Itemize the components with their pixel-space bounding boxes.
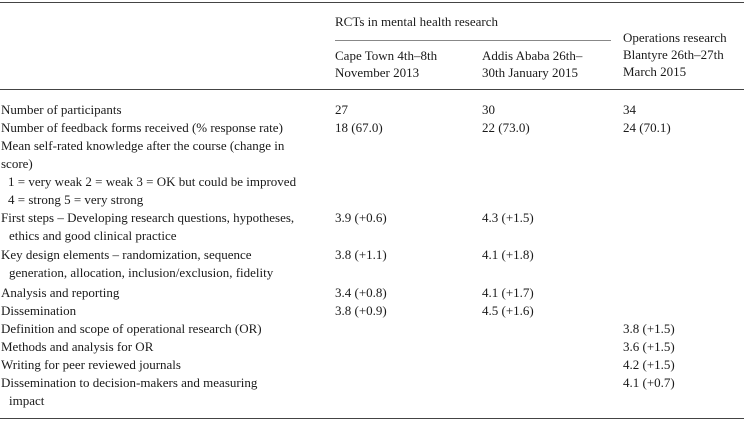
cell-key-design-cape-town: 3.8 (+1.1) bbox=[335, 247, 387, 262]
header-cape-town-line1: Cape Town 4th–8th bbox=[335, 48, 438, 63]
cell-dissemination-cape-town: 3.8 (+0.9) bbox=[335, 303, 387, 318]
row-label-first-steps bbox=[1, 209, 331, 244]
row-label-key-design bbox=[1, 246, 331, 281]
scale-legend-line1: 1 = very weak 2 = weak 3 = OK but could be improved bbox=[8, 174, 297, 189]
header-addis-line1: Addis Ababa 26th– bbox=[482, 48, 583, 63]
top-rule bbox=[0, 2, 744, 3]
row-label-definition-scope: Definition and scope of operational research (OR) bbox=[1, 321, 262, 336]
header-rct-group: RCTs in mental health research bbox=[335, 14, 498, 29]
mean-knowledge-line2: score) bbox=[1, 155, 33, 171]
cell-participants-operations: 34 bbox=[623, 102, 636, 117]
row-label-writing-journals: Writing for peer reviewed journals bbox=[1, 357, 181, 372]
row-label-dissemination: Dissemination bbox=[1, 303, 77, 318]
header-addis-ababa bbox=[482, 47, 582, 81]
cell-analysis-addis: 4.1 (+1.7) bbox=[482, 285, 534, 300]
cell-definition-operations: 3.8 (+1.5) bbox=[623, 321, 675, 336]
header-operations-research bbox=[623, 29, 727, 80]
row-label-analysis-reporting: Analysis and reporting bbox=[1, 285, 120, 300]
cell-dissemination-dm-operations: 4.1 (+0.7) bbox=[623, 375, 675, 390]
header-cape-town-line2: November 2013 bbox=[335, 65, 420, 80]
cell-feedback-addis: 22 (73.0) bbox=[482, 120, 530, 135]
key-design-line1: Key design elements – randomization, sequence bbox=[1, 247, 252, 262]
cell-feedback-operations: 24 (70.1) bbox=[623, 120, 671, 135]
rct-group-rule bbox=[335, 40, 611, 41]
dissemination-dm-line2: impact bbox=[9, 392, 45, 408]
row-label-mean-knowledge bbox=[1, 137, 331, 172]
header-rule bbox=[0, 89, 744, 90]
cell-participants-cape-town: 27 bbox=[335, 102, 348, 117]
bottom-rule bbox=[0, 418, 744, 419]
row-label-scale-legend bbox=[8, 173, 338, 208]
header-addis-line2: 30th January 2015 bbox=[482, 65, 579, 80]
mean-knowledge-line1: Mean self-rated knowledge after the course (change in bbox=[1, 138, 285, 153]
dissemination-dm-line1: Dissemination to decision-makers and measuring bbox=[1, 375, 258, 390]
row-label-dissemination-decision-makers bbox=[1, 374, 331, 409]
header-operations-line2: Blantyre 26th–27th bbox=[623, 47, 724, 62]
cell-first-steps-addis: 4.3 (+1.5) bbox=[482, 210, 534, 225]
cell-methods-operations: 3.6 (+1.5) bbox=[623, 339, 675, 354]
row-label-methods-analysis: Methods and analysis for OR bbox=[1, 339, 154, 354]
row-label-participants: Number of participants bbox=[1, 102, 122, 117]
header-cape-town bbox=[335, 47, 437, 81]
cell-first-steps-cape-town: 3.9 (+0.6) bbox=[335, 210, 387, 225]
cell-writing-operations: 4.2 (+1.5) bbox=[623, 357, 675, 372]
cell-key-design-addis: 4.1 (+1.8) bbox=[482, 247, 534, 262]
first-steps-line2: ethics and good clinical practice bbox=[9, 227, 177, 243]
header-operations-line3: March 2015 bbox=[623, 64, 687, 79]
scale-legend-line2: 4 = strong 5 = very strong bbox=[8, 191, 144, 207]
row-label-feedback-forms: Number of feedback forms received (% response rate) bbox=[1, 120, 283, 135]
first-steps-line1: First steps – Developing research questions, hypotheses, bbox=[1, 210, 295, 225]
cell-participants-addis: 30 bbox=[482, 102, 495, 117]
cell-analysis-cape-town: 3.4 (+0.8) bbox=[335, 285, 387, 300]
cell-feedback-cape-town: 18 (67.0) bbox=[335, 120, 383, 135]
header-operations-line1: Operations research bbox=[623, 30, 727, 45]
key-design-line2: generation, allocation, inclusion/exclusion, fidelity bbox=[9, 264, 274, 280]
cell-dissemination-addis: 4.5 (+1.6) bbox=[482, 303, 534, 318]
